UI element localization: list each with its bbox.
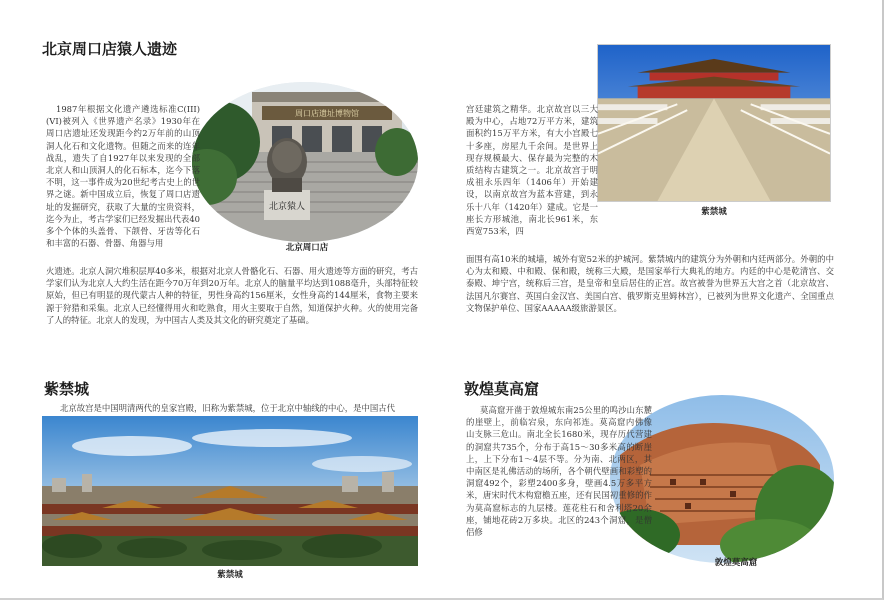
caption-zhoukoudian: 北京周口店 [285, 243, 329, 253]
forbidden-city-intro-paragraph: 北京故宫是中国明清两代的皇家宫殿，旧称为紫禁城，位于北京中轴线的中心，是中国古代 [60, 403, 395, 413]
forbidden-city-hall-photo [597, 44, 831, 202]
caption-forbidden-city-hall: 紫禁城 [701, 207, 727, 217]
zhoukoudian-photo [192, 82, 418, 242]
mogao-paragraph: 莫高窟开凿于敦煌城东南25公里的鸣沙山东麓的崖壁上，前临宕泉，东向祁连。莫高窟内佛像 山支脉三危山。南北全长1680米，现存历代营建的洞窟共735个，分布于高15～30多米高的断崖上，上下分布1～4层不等。分为南、北两区，其中南区是礼佛活动的场所，各个朝代壁画和彩塑的洞窟492个，彩塑2400多身，壁画4.5万多平方米，唐宋时代木构窟檐五座，还有民国初重修的作为莫高窟标志的九层楼。莲花柱石和舍利塔20余座，铺地花砖2万多块。北区的243个洞窟，是僧侣修 [466, 405, 652, 538]
caption-mogao: 敦煌莫高窟 [714, 558, 758, 568]
caption-forbidden-city-panorama: 紫禁城 [217, 570, 243, 580]
museum-sign-text: 周口店遗址博物馆 [295, 109, 359, 118]
forbidden-city-paragraph-continued: 面围有高10米的城墙，城外有宽52米的护城河。紫禁城内的建筑分为外朝和内廷两部分。外朝的中心为太和殿、中和殿、保和殿，统称三大殿，是国家举行大典礼的地方。内廷的中心是乾清宫、交泰殿、坤宁宫，统称后三宫，是皇帝和皇后居住的正宫。故宫被誉为世界五大宫之首（北京故宫、法国凡尔赛宫、英国白金汉宫、美国白宫、俄罗斯克里姆林宫），已被列为世界文化遗产、全国重点文物保护单位、国家AAAAA级旅游景区。 [466, 254, 834, 313]
forbidden-city-panorama-photo [42, 416, 418, 566]
zhoukoudian-paragraph-continued: 火遗迹。北京人洞穴堆积层厚40多米，根据对北京人骨骼化石、石器、用火遗迹等方面的研究，考古学家们认为北京人大约生活在距今70万年到20万年。北京人的脑量平均达到1088毫升，头部特征较原始，但已有明显的现代蒙古人种的特征，男性身高约156厘米，女性身高约144厘米，食物主要来源于狩猎和采集。北京人已经懂得用火和吃熟食，用火主要取于自然，知道保护火种。火的使用完备了人的特征。北京人的发现，为中国古人类及其文化的研究奠定了基础。 [46, 266, 418, 325]
section-title-zhoukoudian: 北京周口店猿人遗迹 [42, 40, 178, 58]
section-title-forbidden-city: 紫禁城 [44, 380, 90, 398]
section-title-mogao: 敦煌莫高窟 [464, 380, 540, 398]
bust-plaque-text: 北京猿人 [268, 202, 306, 212]
forbidden-city-paragraph: 宫廷建筑之精华。北京故宫以三大殿为中心，占地72万平方米，建筑面积约15万平方米，有大小宫殿七十多座，房屋九千余间。是世界上现存规模最大、保存最为完整的木质结构古建筑之一。北京故宫于明成祖永乐四年（1406年）开始建设，以南京故宫为蓝本营建，到永乐十八年（1420年）建成。它是一座长方形城池，南北长961米，东西宽753米，四 [466, 104, 598, 237]
zhoukoudian-paragraph: 1987年根据文化遗产遴选标准C(III)(VI)被列入《世界遗产名录》1930年在周口店遗址还发现距今约2万年前的山顶洞人化石和文化遗物。但随之而来的连年战乱，遗失了自1927年以来发现的全部北京人和山顶洞人的化石标本，迄今下落不明，这一事件成为20世纪考古史上的世界之谜。新中国成立后，恢复了周口店遗址的发掘研究，获取了大量的宝贵资料，迄今为止，考古学家们已经发掘出代表40多个个体的头盖骨、下颌骨、牙齿等化石和丰富的石器、骨器、角器与用 [46, 104, 200, 249]
